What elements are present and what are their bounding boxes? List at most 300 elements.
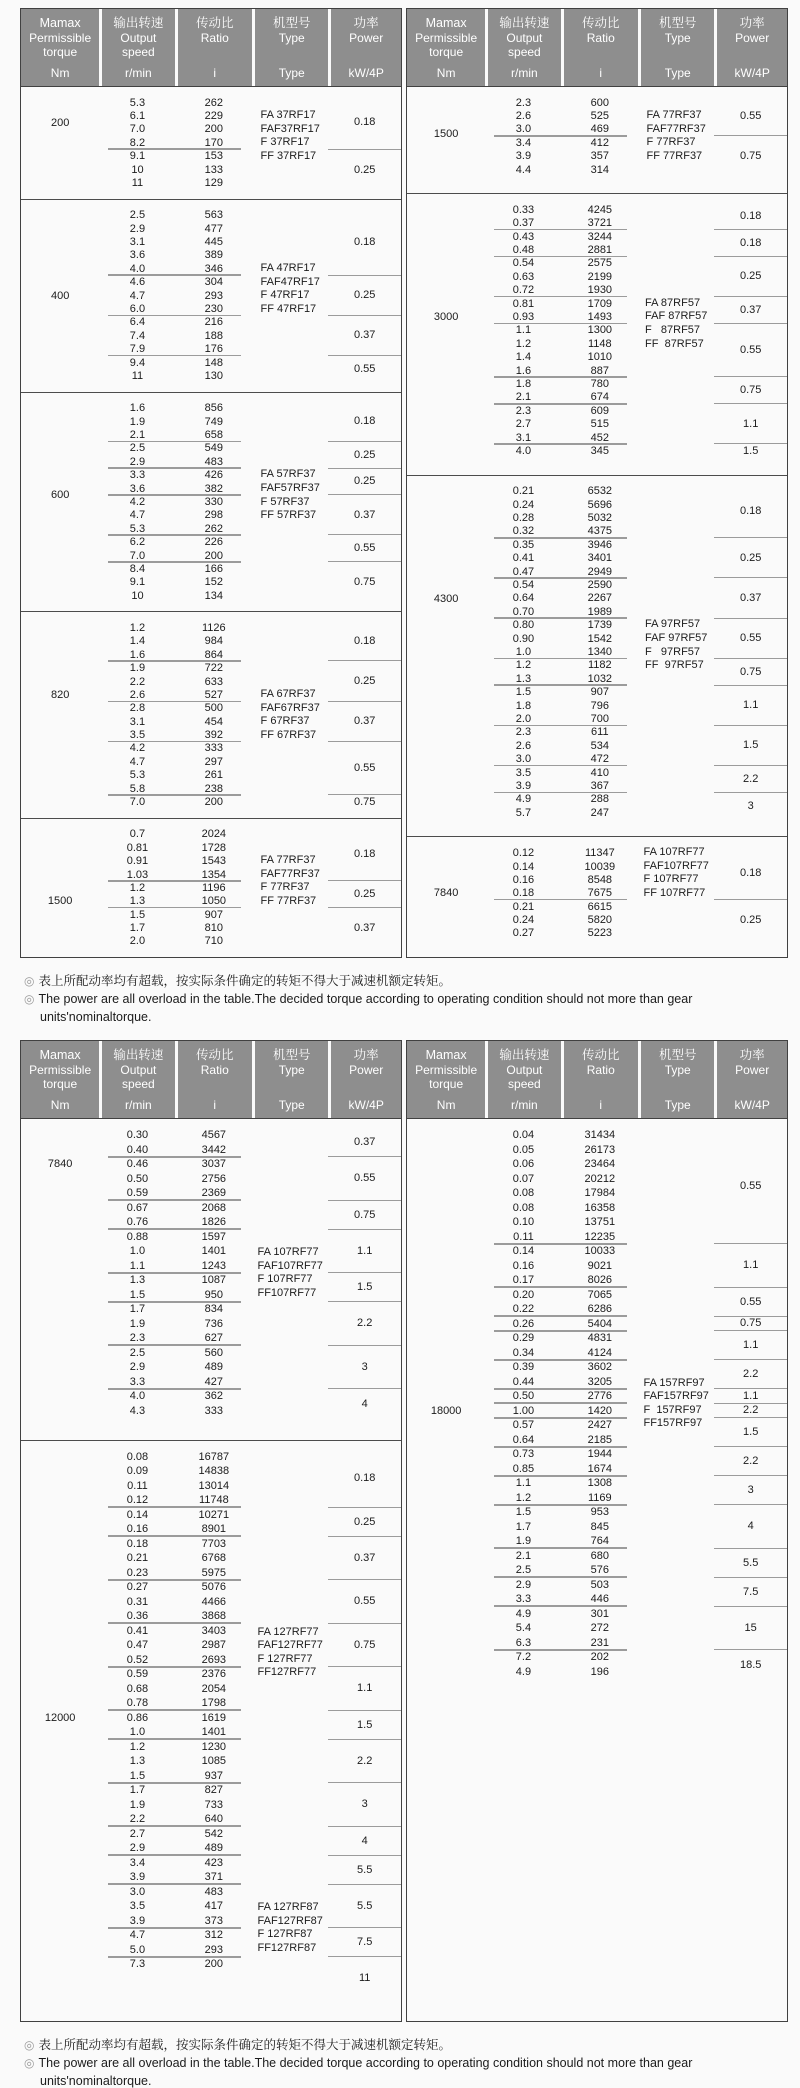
speed-cell: 0.37 (512, 217, 535, 230)
ratio-cell: 371 (204, 1871, 223, 1884)
table-row (485, 927, 638, 940)
ratio-cell: 6532 (587, 485, 613, 498)
table-row (99, 1143, 252, 1158)
ratio-cell: 152 (204, 576, 223, 589)
ratio-cell: 31434 (584, 1129, 616, 1142)
speed-cell: 0.90 (512, 632, 535, 645)
header-label (659, 1048, 697, 1077)
torque-value: 600 (50, 489, 70, 502)
table-row (99, 1696, 252, 1711)
ratio-cell: 2024 (201, 828, 227, 841)
speed-cell: 3.1 (129, 715, 146, 728)
header-line: 功率 (353, 16, 379, 30)
table-row (99, 908, 252, 921)
power-value: 0.18 (739, 236, 762, 249)
table-row (99, 1928, 252, 1943)
header-line: Ratio (586, 30, 615, 45)
speed-cell: 0.64 (512, 592, 535, 605)
header-label (735, 1048, 769, 1077)
torque-column (21, 621, 99, 809)
power-group (714, 1244, 787, 1288)
header-unit: Type (664, 66, 691, 80)
power-group (328, 828, 401, 882)
speed-cell: 2.3 (515, 726, 532, 739)
speed-cell: 9.1 (129, 576, 146, 589)
header-cell (99, 9, 174, 86)
speed-cell: 0.63 (512, 270, 535, 283)
header-line: 功率 (739, 16, 765, 30)
power-group (328, 1157, 401, 1201)
ratio-cell: 426 (204, 469, 223, 482)
type-area (252, 621, 328, 809)
header-label (499, 1048, 549, 1092)
speed-cell: 0.04 (512, 1129, 535, 1142)
speed-cell: 3.0 (515, 123, 532, 136)
table-row (485, 1520, 638, 1535)
speed-cell: 0.46 (126, 1158, 149, 1171)
table-row (485, 538, 638, 551)
ratio-cell: 3401 (587, 552, 613, 565)
type-column (252, 1128, 328, 1418)
table-row (99, 163, 252, 176)
speed-cell: 0.30 (126, 1129, 149, 1142)
speed-cell: 0.85 (512, 1462, 535, 1475)
power-group (714, 900, 787, 940)
speed-cell: 4.7 (129, 755, 146, 768)
torque-value: 7840 (433, 887, 459, 900)
table-row (99, 1230, 252, 1245)
power-column (714, 203, 787, 458)
ratio-cell: 984 (204, 635, 223, 648)
ratio-cell: 489 (204, 1842, 223, 1855)
table-row (99, 136, 252, 149)
power-value: 0.18 (739, 504, 762, 517)
type-group (261, 468, 320, 522)
header-line: 机型号 (272, 1048, 311, 1062)
table-row (485, 578, 638, 591)
ratio-cell: 2068 (201, 1201, 227, 1214)
table-row (485, 163, 638, 176)
header-cell (99, 1041, 174, 1118)
type-name: FA 87RF57 (645, 296, 701, 309)
power-group (714, 1476, 787, 1505)
speed-cell: 0.27 (126, 1581, 149, 1594)
speed-cell: 5.8 (129, 782, 146, 795)
power-value: 2.2 (357, 1754, 373, 1767)
table-row (485, 1578, 638, 1593)
torque-column (21, 96, 99, 190)
ratio-cell: 736 (204, 1317, 223, 1330)
table-row (99, 1259, 252, 1274)
ratio-cell: 230 (204, 302, 223, 315)
torque-block (407, 87, 787, 193)
speed-cell: 3.9 (129, 1871, 146, 1884)
torque-column (407, 203, 485, 458)
speed-cell: 4.2 (129, 495, 146, 508)
table-row (485, 1505, 638, 1520)
ratio-cell: 5975 (201, 1566, 227, 1579)
speed-cell: 0.7 (129, 828, 146, 841)
header-line: 机型号 (658, 16, 697, 30)
speed-cell: 7.4 (129, 329, 146, 342)
table-row (485, 136, 638, 149)
table-row (485, 632, 638, 645)
power-group (328, 1230, 401, 1274)
header-line: Ratio (200, 30, 229, 45)
type-name: FA 37RF17 (260, 109, 316, 121)
speed-cell: 8.2 (129, 136, 146, 149)
ratio-cell: 733 (204, 1798, 223, 1811)
table-row (485, 766, 638, 779)
header-line: Power (349, 30, 384, 45)
table-row (485, 1476, 638, 1491)
header-line: 传动比 (582, 16, 620, 30)
table-row (99, 549, 252, 562)
speed-cell: 1.9 (515, 1535, 532, 1548)
ratio-cell: 4245 (587, 203, 613, 216)
speed-cell: 1.2 (515, 659, 532, 672)
speed-cell: 4.7 (129, 289, 146, 302)
header-label (113, 16, 163, 60)
ratio-cell: 1169 (588, 1491, 612, 1504)
ratio-cell: 3403 (201, 1624, 227, 1637)
table-row (99, 235, 252, 248)
speed-cell: 0.70 (512, 605, 535, 618)
type-name: F 57RF37 (260, 495, 310, 508)
speed-cell: 0.08 (512, 1201, 535, 1214)
speed-cell: 4.9 (515, 1607, 532, 1620)
ratio-cell: 9021 (587, 1259, 613, 1272)
type-column (638, 1128, 714, 1679)
table-row (99, 1682, 252, 1697)
table-row (485, 1534, 638, 1549)
bullet-icon: ◎ (24, 974, 35, 988)
speed-cell: 2.3 (515, 96, 532, 109)
ratio-cell: 382 (204, 482, 223, 495)
torque-column (407, 485, 485, 820)
table-row (99, 262, 252, 275)
footnote-text-cn: 表上所配动率均有超载，按实际条件确定的转矩不得大于减速机额定转矩。 (38, 974, 451, 988)
speed-cell: 2.9 (129, 1361, 146, 1374)
ratio-cell: 3442 (201, 1143, 227, 1156)
table-row (485, 1665, 638, 1680)
ratio-cell: 2575 (587, 257, 613, 270)
header-line: Output (120, 30, 157, 45)
speed-cell: 2.5 (129, 209, 146, 222)
type-group (261, 854, 320, 908)
power-group (328, 1827, 401, 1856)
type-name: FF 77RF37 (260, 894, 317, 907)
type-name: FAF127RF87 (257, 1914, 323, 1927)
speed-cell: 6.1 (129, 110, 146, 123)
speed-ratio-column (485, 1128, 638, 1679)
power-group (714, 619, 787, 659)
torque-value: 12000 (44, 1711, 76, 1724)
power-value: 0.37 (739, 591, 762, 604)
table-row (99, 1389, 252, 1404)
header-line: Permissible (415, 30, 478, 45)
power-group (328, 1667, 401, 1711)
power-value: 0.25 (353, 1515, 376, 1528)
speed-cell: 2.1 (515, 391, 532, 404)
speed-cell: 4.0 (129, 262, 146, 275)
power-group (714, 578, 787, 618)
power-value: 0.25 (353, 675, 376, 688)
power-group (714, 538, 787, 578)
header-cell (21, 1041, 99, 1118)
ratio-cell: 658 (204, 428, 223, 441)
torque-column (21, 828, 99, 949)
speed-cell: 7.9 (129, 343, 146, 356)
footnote-text-cn: 表上所配动率均有超载，按实际条件确定的转矩不得大于减速机额定转矩。 (38, 2038, 451, 2052)
type-name: FA 47RF17 (260, 261, 316, 274)
table-row (99, 1346, 252, 1361)
header-unit: i (213, 1098, 217, 1112)
ratio-cell: 722 (204, 662, 223, 675)
table-row (99, 209, 252, 222)
power-value: 2.2 (743, 1455, 759, 1467)
speed-cell: 1.8 (515, 377, 532, 390)
table-row (485, 1563, 638, 1578)
ratio-cell: 780 (590, 377, 609, 390)
ratio-cell: 710 (204, 935, 223, 948)
speed-cell: 6.2 (129, 536, 146, 549)
type-area (638, 96, 714, 176)
torque-column (407, 1128, 485, 1679)
power-group (714, 1288, 787, 1317)
speed-cell: 7.2 (515, 1651, 532, 1664)
power-value: 0.55 (739, 632, 762, 645)
table-row (99, 728, 252, 741)
table-row (99, 795, 252, 808)
speed-cell: 1.3 (129, 895, 146, 908)
ratio-cell: 293 (204, 289, 223, 302)
power-group (328, 1740, 401, 1784)
power-value: 0.37 (353, 922, 376, 935)
table-row (485, 806, 638, 819)
ratio-cell: 1401 (201, 1726, 227, 1739)
speed-cell: 2.2 (129, 1813, 146, 1826)
ratio-cell: 166 (204, 562, 223, 575)
table-row (485, 1172, 638, 1187)
table-row (99, 1566, 252, 1581)
type-area (638, 1128, 714, 1679)
footnote-text-en: The power are all overload in the table.The decided torque according to operating condition should not more than gear (38, 2056, 693, 2070)
table-row (485, 552, 638, 565)
table-row (99, 1479, 252, 1494)
ratio-cell: 2590 (587, 579, 613, 592)
table-row (485, 565, 638, 578)
table-row (99, 841, 252, 854)
header-line: 机型号 (658, 1048, 697, 1062)
speed-cell: 3.3 (515, 1593, 532, 1606)
table-row (99, 1157, 252, 1172)
table-row (99, 1609, 252, 1624)
table-row (485, 1331, 638, 1346)
type-column (638, 203, 714, 458)
table-row (485, 498, 638, 511)
speed-cell: 0.14 (126, 1508, 149, 1521)
power-group (328, 150, 401, 190)
speed-cell: 0.28 (512, 512, 535, 525)
speed-cell: 1.4 (129, 635, 146, 648)
table-row (485, 270, 638, 283)
ratio-cell: 293 (204, 1943, 223, 1956)
table-body (21, 87, 401, 957)
power-value: 0.25 (739, 270, 762, 283)
speed-cell: 0.17 (512, 1274, 535, 1287)
table-row (99, 715, 252, 728)
power-group (328, 469, 401, 496)
table-row (485, 284, 638, 297)
speed-cell: 1.3 (515, 672, 532, 685)
type-name: FF 87RF57 (645, 337, 704, 350)
type-column (252, 209, 328, 383)
header-line: 传动比 (582, 1048, 620, 1062)
ratio-cell: 2199 (587, 270, 613, 283)
table-row (99, 1653, 252, 1668)
table-row (99, 302, 252, 315)
ratio-cell: 17984 (584, 1187, 616, 1200)
speed-cell: 5.3 (129, 769, 146, 782)
table-row (99, 755, 252, 768)
table-row (99, 249, 252, 262)
speed-cell: 1.6 (129, 648, 146, 661)
header-cell (638, 9, 714, 86)
type-area (252, 1450, 328, 1972)
speed-cell: 2.5 (515, 1564, 532, 1577)
header-label (273, 16, 311, 45)
ratio-cell: 1085 (201, 1755, 227, 1768)
ratio-cell: 542 (204, 1827, 223, 1840)
header-unit: kW/4P (734, 1098, 770, 1112)
ratio-cell: 611 (591, 726, 609, 739)
torque-area (21, 1450, 99, 1972)
speed-cell: 3.3 (129, 469, 146, 482)
ratio-cell: 153 (204, 150, 223, 163)
speed-cell: 0.41 (126, 1624, 149, 1637)
table-row (99, 1638, 252, 1653)
power-group (714, 1317, 787, 1332)
speed-cell: 8.4 (129, 562, 146, 575)
table-row (485, 1259, 638, 1274)
speed-cell: 5.7 (515, 806, 532, 819)
ratio-cell: 1243 (201, 1259, 227, 1272)
table-row (99, 1798, 252, 1813)
table-row (99, 482, 252, 495)
torque-block (21, 1440, 401, 2022)
power-group (328, 1580, 401, 1624)
ratio-cell: 261 (204, 769, 223, 782)
ratio-cell: 2949 (587, 565, 613, 578)
footnote-2 (24, 2036, 800, 2088)
power-value: 1.1 (743, 417, 759, 430)
header-cell (561, 9, 639, 86)
table-row (99, 276, 252, 289)
ratio-cell: 298 (204, 509, 223, 522)
header-line: 输出转速 (499, 1048, 550, 1062)
ratio-cell: 500 (204, 702, 223, 715)
power-value: 0.55 (739, 344, 762, 357)
speed-cell: 0.16 (126, 1523, 149, 1536)
spec-table-1 (20, 8, 788, 958)
type-name: FA 157RF97 (643, 1376, 705, 1389)
table-row (485, 96, 638, 109)
speed-cell: 0.47 (126, 1639, 149, 1652)
type-area (638, 203, 714, 458)
ratio-cell: 3244 (587, 230, 613, 243)
torque-area (407, 1128, 485, 1679)
speed-cell: 3.6 (129, 249, 146, 262)
speed-cell: 4.0 (129, 1390, 146, 1403)
speed-cell: 2.0 (515, 712, 532, 725)
power-value: 0.75 (353, 796, 376, 809)
ratio-cell: 20212 (584, 1172, 616, 1185)
type-name: FAF157RF97 (643, 1389, 709, 1402)
table-row (485, 900, 638, 913)
header-label (582, 16, 620, 45)
ratio-cell: 410 (590, 766, 609, 779)
power-group (714, 444, 787, 457)
power-column (714, 485, 787, 820)
speed-cell: 0.20 (512, 1288, 535, 1301)
speed-cell: 2.3 (515, 404, 532, 417)
table-row (99, 455, 252, 468)
ratio-cell: 796 (590, 699, 609, 712)
power-value: 15 (744, 1621, 757, 1634)
ratio-cell: 247 (590, 806, 609, 819)
speed-cell: 0.31 (126, 1595, 149, 1608)
power-group (714, 96, 787, 136)
torque-block (407, 1119, 787, 2021)
power-value: 0.25 (353, 289, 376, 302)
speed-cell: 2.7 (129, 1827, 146, 1840)
power-value: 0.75 (739, 1317, 762, 1330)
ratio-cell: 200 (204, 796, 223, 809)
table-row (485, 672, 638, 685)
header-line: Type (278, 1062, 305, 1077)
speed-cell: 0.54 (512, 579, 535, 592)
power-value: 0.18 (353, 634, 376, 647)
power-group (328, 402, 401, 442)
power-group (714, 1331, 787, 1360)
table-row (485, 1143, 638, 1158)
table-row (99, 1375, 252, 1390)
type-name: FF 77RF37 (646, 149, 703, 162)
speed-cell: 3.5 (515, 766, 532, 779)
speed-cell: 1.5 (129, 908, 146, 921)
footnote-line-en-cont (24, 1008, 800, 1026)
speed-cell: 0.05 (512, 1143, 535, 1156)
ratio-cell: 864 (204, 648, 223, 661)
ratio-cell: 226 (204, 536, 223, 549)
power-value: 0.55 (353, 1595, 376, 1608)
power-group (328, 661, 401, 701)
type-group (643, 1376, 708, 1430)
power-group (328, 1508, 401, 1537)
table-row (485, 511, 638, 524)
table-row (99, 648, 252, 661)
speed-cell: 0.16 (512, 873, 535, 886)
table-row (485, 1244, 638, 1259)
ratio-cell: 576 (590, 1564, 609, 1577)
header-line: torque (43, 45, 78, 59)
header-line: Mamax (39, 1048, 81, 1062)
table-row (99, 1128, 252, 1143)
table-row (99, 369, 252, 382)
ratio-cell: 477 (204, 222, 223, 235)
speed-cell: 0.08 (512, 1187, 535, 1200)
